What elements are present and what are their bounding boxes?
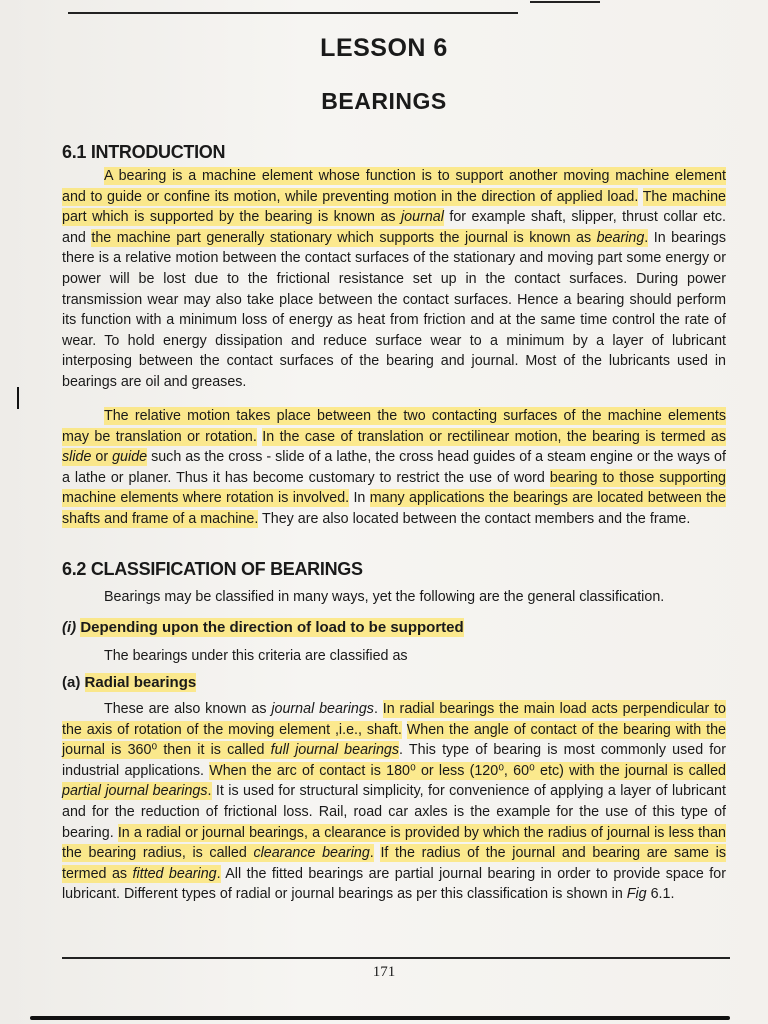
criteria-description: The bearings under this criteria are classified as xyxy=(104,648,408,664)
subheading-radial-bearings xyxy=(62,674,196,691)
highlighted-text: If the radius of the journal and bearing are same is termed as xyxy=(62,845,726,882)
paragraph-text xyxy=(62,166,726,393)
classification-intro: Bearings may be classified in many ways, yet the following are the general classification. xyxy=(104,589,665,605)
highlighted-text: In a radial or journal bearings, a clearance is provided by which the radius of journal is less than the bearing radius, is called xyxy=(62,824,726,862)
page-edge xyxy=(30,1016,730,1020)
header-rule-short xyxy=(530,1,600,3)
highlighted-text: or xyxy=(91,449,113,466)
subheading-label: (i) xyxy=(62,619,77,636)
text-run: They are also located between the contact members and the frame. xyxy=(258,510,691,527)
highlighted-text: many applications the bearings are located between the shafts and frame of a machine. xyxy=(62,490,726,527)
lesson-title: LESSON 6 xyxy=(320,34,448,62)
text-run: It is used for structural simplicity, for convenience of applying a layer of lubricant and for the reduction of frictional loss. Rail, road car axles is the example for the use of this type of bearing. xyxy=(62,783,726,841)
highlighted-text: A bearing is a machine element whose function is to support another moving machine element and to guide or confine its motion, while preventing motion in the direction of applied load. xyxy=(62,168,726,205)
highlighted-text: slide xyxy=(62,449,92,466)
radial-bearings-paragraph xyxy=(62,699,726,905)
highlighted-text: In radial bearings the main load acts perpendicular to the axis of rotation of the moving element ,i.e., shaft. xyxy=(62,701,727,738)
page-number: 171 xyxy=(372,964,396,980)
paragraph-text xyxy=(62,699,726,905)
highlighted-text: . xyxy=(369,845,374,862)
subheading-label: (a) xyxy=(62,674,81,691)
highlighted-text: journal xyxy=(401,209,444,226)
text-run: In bearings there is a relative motion between the contact surfaces of the stationary and moving part some energy or power will be lost due to the frictional resistance set up in the contact surfaces. During power transmission wear may also take place between the contact surfaces. Hence a bearing should perform its function with a minimum loss of energy as heat from friction and at the same time control the rate of wear. To hold energy dissipation and reduce surface wear to a minimum by a layer of lubricant interposing between the contact surfaces of the bearing and journal. Most of the lubricants used in bearings are oil and greases. xyxy=(62,229,727,390)
highlighted-text: full journal bearings xyxy=(270,742,400,759)
text-run: All the fitted bearings are partial journal bearing in order to provide space for lubricant. Different types of radial or journal bearings as per this classification is shown in xyxy=(62,865,726,903)
margin-mark xyxy=(17,387,19,409)
text-run: . This type of bearing is most commonly used for industrial applications. xyxy=(62,742,726,779)
highlighted-text: the machine part generally stationary which supports the journal is known as xyxy=(91,229,597,246)
text-run: 6.1. xyxy=(646,886,675,903)
section-heading-introduction: 6.1 INTRODUCTION xyxy=(62,142,226,162)
text-run: Fig xyxy=(626,886,647,903)
subheading-text: Depending upon the direction of load to be supported xyxy=(80,619,464,636)
text-run: These are also known as xyxy=(104,701,272,717)
highlighted-text: guide xyxy=(112,449,148,466)
highlighted-text: . xyxy=(216,865,221,882)
text-run: journal bearings xyxy=(271,701,374,717)
highlighted-text: bearing to those supporting machine elements where rotation is involved. xyxy=(62,469,726,507)
text-run: for example shaft, slipper, thrust collar etc. and xyxy=(62,209,727,246)
highlighted-text: . xyxy=(207,783,212,800)
highlighted-text: bearing xyxy=(596,229,645,246)
text-run: such as the cross - slide of a lathe, the cross head guides of a steam engine or the ways of a lathe or planer. Thus it has become customary to restrict the use of word xyxy=(62,449,726,486)
section-heading-classification: 6.2 CLASSIFICATION OF BEARINGS xyxy=(62,559,363,579)
subheading-text: Radial bearings xyxy=(84,674,197,691)
highlighted-text: fitted bearing xyxy=(132,865,217,882)
text-run: . xyxy=(373,701,383,717)
chapter-title: BEARINGS xyxy=(321,88,447,114)
footer-rule xyxy=(62,957,730,959)
paragraph-text xyxy=(62,406,726,530)
highlighted-text: . xyxy=(644,229,649,246)
highlighted-text: partial journal bearings xyxy=(62,783,208,800)
highlighted-text: The relative motion takes place between the two contacting surfaces of the machine elements may be translation or rotation. xyxy=(62,408,726,445)
text-run: In xyxy=(349,490,370,507)
intro-paragraph-2 xyxy=(62,406,726,530)
highlighted-text: When the arc of contact is 180⁰ or less (120⁰, 60⁰ etc) with the journal is called xyxy=(209,762,727,779)
header-rule xyxy=(68,12,518,14)
highlighted-text: The machine part which is supported by the bearing is known as xyxy=(62,188,726,226)
highlighted-text: clearance bearing xyxy=(253,845,370,862)
highlighted-text: In the case of translation or rectilinear motion, the bearing is termed as xyxy=(262,428,726,445)
highlighted-text: When the angle of contact of the bearing with the journal is 360⁰ then it is called xyxy=(62,721,727,759)
subheading-direction-of-load xyxy=(62,619,464,636)
intro-paragraph-1 xyxy=(62,166,726,393)
